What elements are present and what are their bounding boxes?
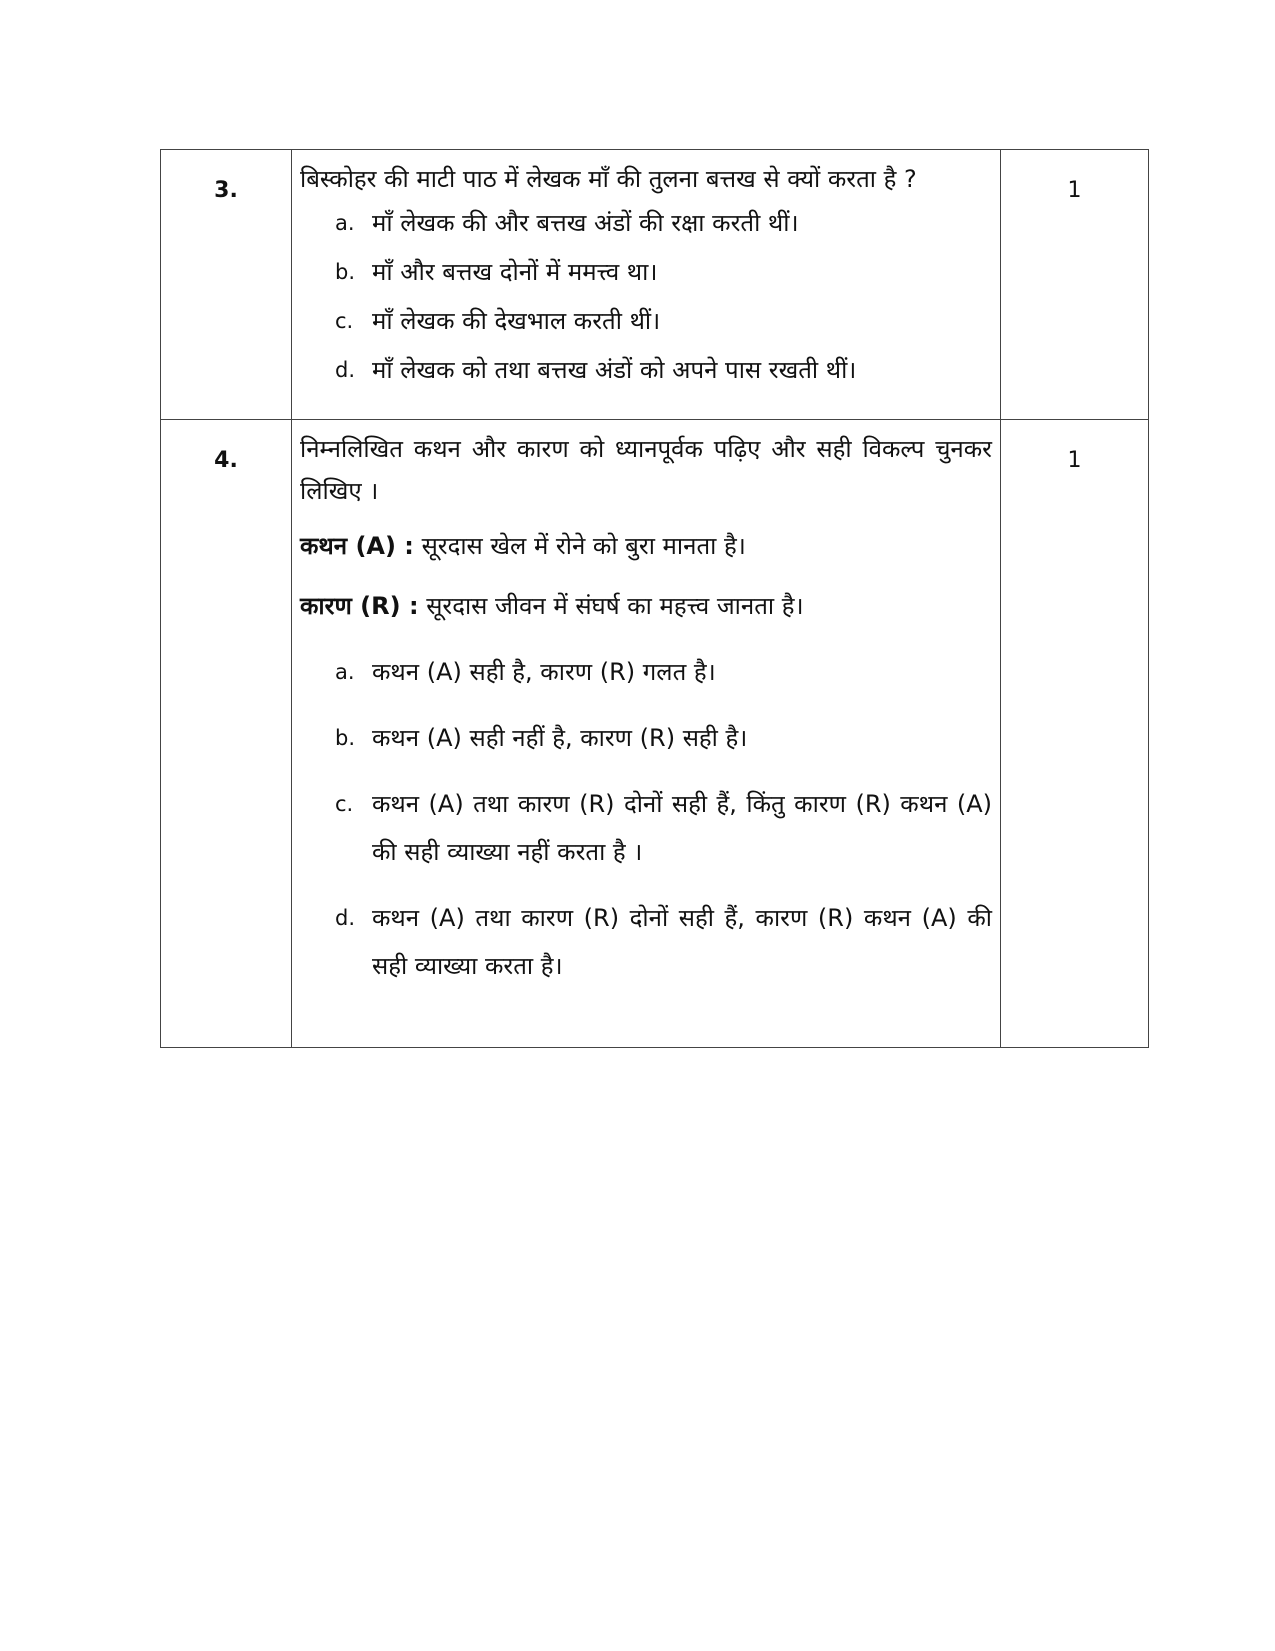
option-letter: c. xyxy=(335,792,354,816)
option-text: माँ लेखक को तथा बत्तख अंडों को अपने पास रखती थीं। xyxy=(372,356,857,384)
question-cell xyxy=(292,420,1001,1048)
option-c xyxy=(335,780,992,876)
option-b xyxy=(335,253,992,291)
option-letter: a. xyxy=(335,660,355,684)
option-list xyxy=(300,648,992,990)
option-d xyxy=(335,894,992,990)
option-letter: b. xyxy=(335,726,356,750)
option-text: कथन (A) तथा कारण (R) दोनों सही हैं, किंतु कारण (R) कथन (A) की सही व्याख्या नहीं करता है । xyxy=(372,790,992,866)
question-marks: 1 xyxy=(1001,150,1149,420)
assertion-label: कथन (A) : xyxy=(300,532,414,560)
reason-text: सूरदास जीवन में संघर्ष का महत्त्व जानता है। xyxy=(426,592,804,620)
option-letter: d. xyxy=(335,358,356,382)
question-marks: 1 xyxy=(1001,420,1149,1048)
question-row-3 xyxy=(161,150,1149,420)
question-cell xyxy=(292,150,1001,420)
option-text: कथन (A) सही नहीं है, कारण (R) सही है। xyxy=(372,724,748,752)
option-letter: a. xyxy=(335,211,355,235)
question-text: निम्नलिखित कथन और कारण को ध्यानपूर्वक पढ़िए और सही विकल्प चुनकर लिखिए । xyxy=(300,435,992,505)
option-text: माँ लेखक की देखभाल करती थीं। xyxy=(372,307,661,335)
option-a xyxy=(335,204,992,242)
question-number: 3. xyxy=(161,150,292,420)
reason-label: कारण (R) : xyxy=(300,592,419,620)
question-number: 4. xyxy=(161,420,292,1048)
reason xyxy=(300,586,992,626)
question-table xyxy=(160,149,1149,1048)
option-d xyxy=(335,351,992,389)
option-text: कथन (A) तथा कारण (R) दोनों सही हैं, कारण (R) कथन (A) की सही व्याख्या करता है। xyxy=(372,904,992,980)
question-row-4 xyxy=(161,420,1149,1048)
option-letter: d. xyxy=(335,906,356,930)
option-b xyxy=(335,714,992,762)
option-c xyxy=(335,302,992,340)
option-letter: b. xyxy=(335,260,356,284)
assertion-text: सूरदास खेल में रोने को बुरा मानता है। xyxy=(421,532,746,560)
option-list xyxy=(300,204,992,389)
option-text: माँ लेखक की और बत्तख अंडों की रक्षा करती थीं। xyxy=(372,209,799,237)
option-text: माँ और बत्तख दोनों में ममत्त्व था। xyxy=(372,258,658,286)
option-a xyxy=(335,648,992,696)
option-text: कथन (A) सही है, कारण (R) गलत है। xyxy=(372,658,716,686)
assertion xyxy=(300,526,992,566)
question-text: बिस्कोहर की माटी पाठ में लेखक माँ की तुलना बत्तख से क्यों करता है ? xyxy=(300,165,917,193)
option-letter: c. xyxy=(335,309,354,333)
